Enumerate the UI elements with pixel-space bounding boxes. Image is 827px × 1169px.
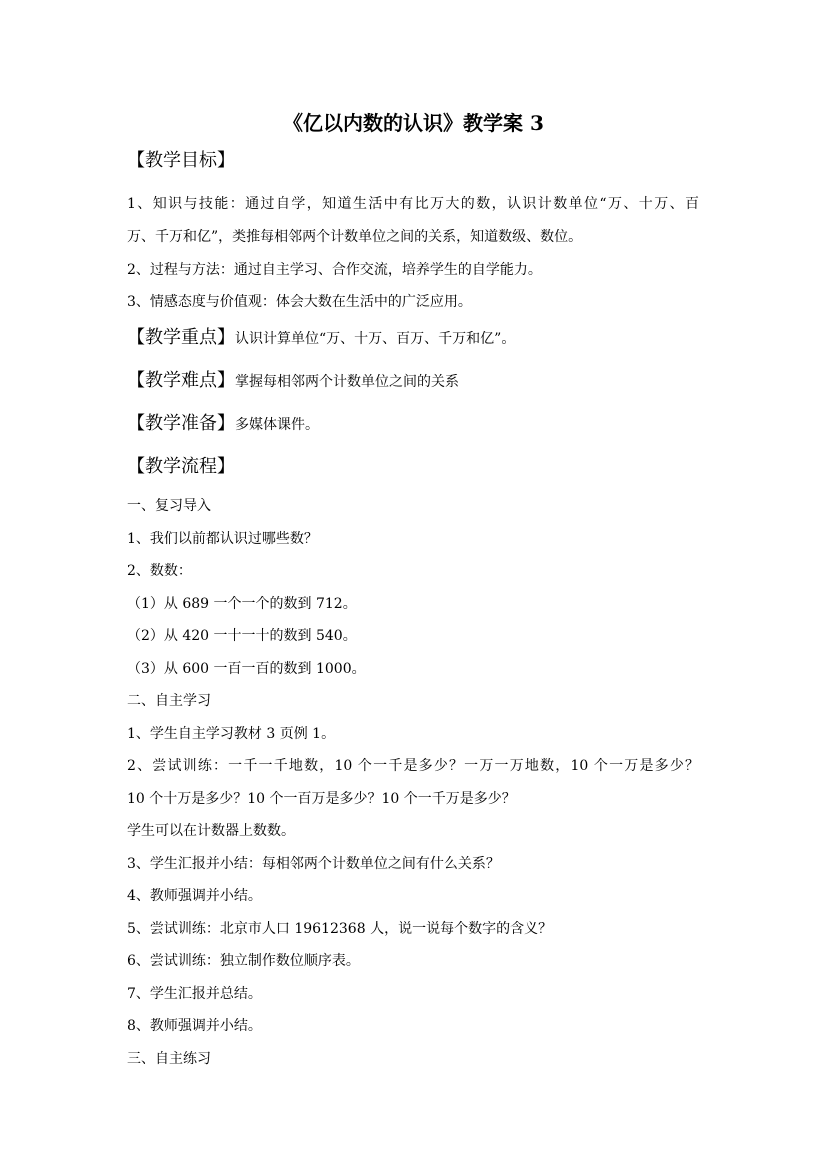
process-line: 6、尝试训练：独立制作数位顺序表。 bbox=[127, 953, 360, 969]
process-line: 1、我们以前都认识过哪些数？ bbox=[127, 531, 318, 547]
process-heading-label: 【教学流程】 bbox=[127, 456, 235, 477]
difficulty-label: 【教学难点】 bbox=[127, 370, 235, 391]
process-line: 三、自主练习 bbox=[127, 1051, 211, 1067]
process-line: （3）从 600 一百一百的数到 1000。 bbox=[127, 661, 366, 677]
process-line: （1）从 689 一个一个的数到 712。 bbox=[127, 596, 357, 612]
process-line: 学生可以在计数器上数数。 bbox=[127, 823, 295, 839]
goals-heading-label: 【教学目标】 bbox=[127, 150, 235, 171]
goal-item-3: 3、情感态度与价值观：体会大数在生活中的广泛应用。 bbox=[127, 294, 472, 310]
key-point-heading bbox=[127, 325, 515, 352]
process-line: 3、学生汇报并小结：每相邻两个计数单位之间有什么关系？ bbox=[127, 856, 500, 872]
process-line: 5、尝试训练：北京市人口 19612368 人，说一说每个数字的含义？ bbox=[127, 921, 553, 937]
preparation-text: 多媒体课件。 bbox=[235, 417, 319, 433]
goal-item-1b: 万、千万和亿”，类推每相邻两个计数单位之间的关系，知道数级、数位。 bbox=[127, 229, 583, 245]
process-line: 2、尝试训练：一千一千地数，10 个一千是多少？一万一万地数，10 个一万是多少？ bbox=[127, 758, 699, 774]
process-line: 7、学生汇报并总结。 bbox=[127, 986, 262, 1002]
preparation-heading bbox=[127, 411, 319, 438]
process-line: （2）从 420 一十一十的数到 540。 bbox=[127, 628, 357, 644]
process-line: 一、复习导入 bbox=[127, 498, 211, 514]
process-line: 10 个十万是多少？10 个一百万是多少？10 个一千万是多少？ bbox=[127, 791, 516, 807]
goal-item-1a: 1、知识与技能：通过自学，知道生活中有比万大的数，认识计数单位“万、十万、百 bbox=[127, 196, 699, 212]
goals-heading bbox=[127, 148, 235, 174]
difficulty-heading bbox=[127, 368, 459, 395]
goal-item-2: 2、过程与方法：通过自主学习、合作交流，培养学生的自学能力。 bbox=[127, 262, 542, 278]
document-title: 《亿以内数的认识》教学案 3 bbox=[283, 111, 544, 135]
process-line: 8、教师强调并小结。 bbox=[127, 1018, 262, 1034]
process-line: 1、学生自主学习教材 3 页例 1。 bbox=[127, 726, 336, 742]
process-heading bbox=[127, 454, 235, 480]
process-line: 4、教师强调并小结。 bbox=[127, 888, 262, 904]
key-point-label: 【教学重点】 bbox=[127, 327, 235, 348]
process-line: 2、数数： bbox=[127, 563, 192, 579]
preparation-label: 【教学准备】 bbox=[127, 413, 235, 434]
process-line: 二、自主学习 bbox=[127, 693, 211, 709]
difficulty-text: 掌握每相邻两个计数单位之间的关系 bbox=[235, 374, 459, 390]
key-point-text: 认识计算单位“万、十万、百万、千万和亿”。 bbox=[235, 331, 516, 347]
